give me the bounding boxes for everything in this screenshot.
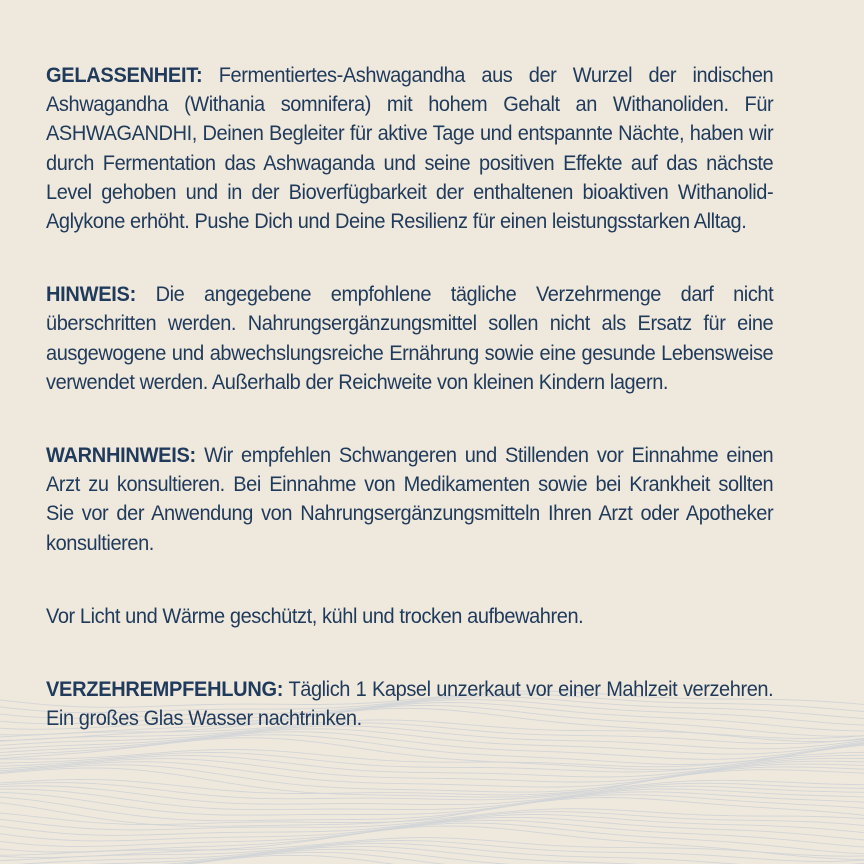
section-heading: GELASSENHEIT: (46, 63, 203, 87)
section-gelassenheit (46, 61, 773, 236)
section-heading: HINWEIS: (46, 282, 136, 307)
section-body: Die angegebene empfohlene tägliche Verzehrmenge darf nicht überschritten werden. Nahrungsergänzungsmittel sollen nicht als Ersatz für eine ausgewogene und abwechslungsreiche Ernährung sowie eine gesunde Lebensweise verwendet werden. Außerhalb der Reichweite von kleinen Kindern lagern. (46, 282, 774, 394)
section-body: Vor Licht und Wärme geschützt, kühl und trocken aufbewahren. (46, 603, 584, 628)
section-storage (46, 602, 773, 631)
wave-line (0, 735, 864, 765)
section-heading: VERZEHREMPFEHLUNG: (46, 677, 284, 702)
section-body: Fermentiertes-Ashwagandha aus der Wurzel der indischen Ashwagandha (Withania somnifera) mit hohem Gehalt an Withanoliden. Für ASHWAGANDHI, Deinen Begleiter für aktive Tage und entspannte Nächte, haben wir durch Fermentation das Ashwaganda und seine positiven Effekte auf das nächste Level gehoben und in der Bioverfügbarkeit der enthaltenen bioaktiven Withanolid-Aglykone erhöht. Pushe Dich und Deine Resilienz für einen leistungsstarken Alltag. (46, 63, 774, 234)
section-hinweis (46, 280, 773, 397)
section-verzehrempfehlung (46, 675, 773, 733)
wave-line (0, 786, 864, 805)
label-text (46, 61, 773, 733)
wave-line (0, 795, 864, 821)
section-body: Wir empfehlen Schwangeren und Stillenden vor Einnahme einen Arzt zu konsultieren. Bei Einnahme von Medikamenten sowie bei Krankheit sollten Sie vor der Anwendung von Nahrungsergänzungsmitteln Ihren Arzt oder Apotheker konsultieren. (46, 443, 774, 555)
section-body: Täglich 1 Kapsel unzerkaut vor einer Mahlzeit verzehren. Ein großes Glas Wasser nachtrinken. (46, 677, 774, 731)
wave-line (0, 792, 864, 815)
section-heading: WARNHINWEIS: (46, 443, 196, 468)
section-warnhinweis (46, 441, 773, 558)
